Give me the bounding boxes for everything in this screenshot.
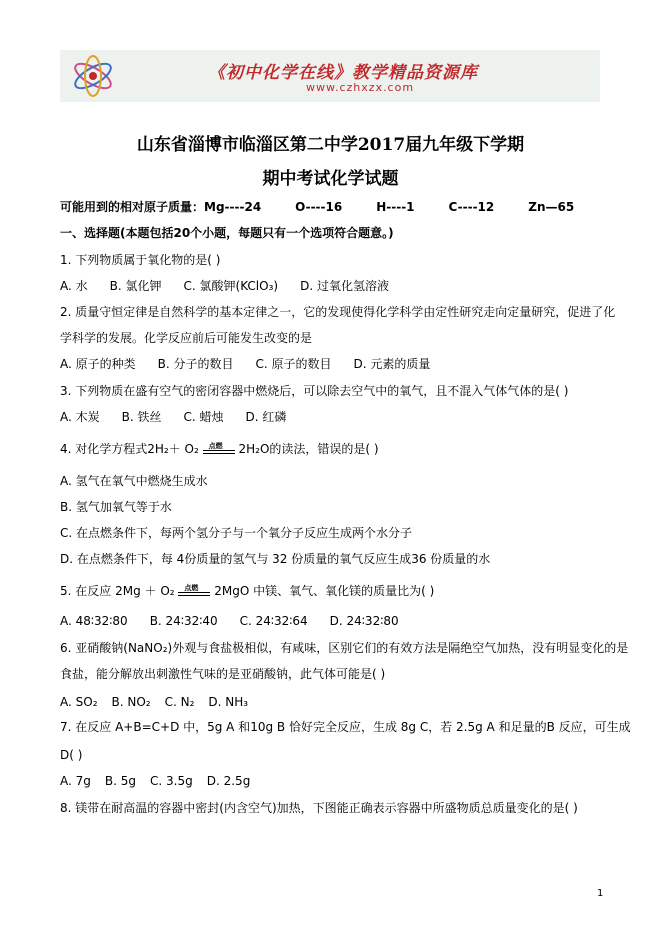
q4-condition: 点燃 (208, 441, 223, 450)
q5-options (60, 613, 421, 629)
q2-stem-line1: 2. 质量守恒定律是自然科学的基本定律之一，它的发现使得化学科学由定性研究走向定量研究，促进了化 (60, 305, 616, 319)
q8-stem: 8. 镁带在耐高温的容器中密封(内含空气)加热，下图能正确表示容器中所盛物质总质量变化的是( ) (60, 801, 578, 815)
q7-options (60, 773, 264, 789)
q6-stem-line1: 6. 亚硝酸钠(NaNO₂)外观与食盐极相似，有咸味，区别它们的有效方法是隔绝空气加热，没有明显变化的是 (60, 641, 629, 655)
q2-option-a: A. 原子的种类 (60, 357, 136, 371)
q7-stem-line2: D( ) (60, 748, 83, 762)
q6-option-b: B. NO₂ (111, 695, 151, 709)
q4-option-a: A. 氢气在氧气中燃烧生成水 (60, 474, 208, 488)
banner-title: 《初中化学在线》教学精品资源库 (208, 63, 478, 83)
q2-option-c: C. 原子的数目 (255, 357, 332, 371)
q6-stem-line2: 食盐，能分解放出刺激性气味的是亚硝酸钠，此气体可能是( ) (60, 667, 386, 681)
q3-option-b: B. 铁丝 (121, 410, 162, 424)
q5-stem (60, 583, 434, 599)
q3-option-c: C. 蜡烛 (183, 410, 224, 424)
banner-url[interactable]: www.czhxzx.com (306, 81, 415, 94)
q6-option-a: A. SO₂ (60, 695, 98, 709)
q6-option-c: C. N₂ (164, 695, 195, 709)
atomic-mass-label: 可能用到的相对原子质量： (60, 200, 205, 214)
q4-stem-pre: 4. 对化学方程式2H₂＋ O₂ (60, 442, 199, 456)
atomic-mass-c: C----12 (448, 200, 495, 214)
q6-option-d: D. NH₃ (208, 695, 249, 709)
doc-title-line1: 山东省淄博市临淄区第二中学2017届九年级下学期 (136, 135, 525, 155)
q4-option-c: C. 在点燃条件下，每两个氢分子与一个氧分子反应生成两个水分子 (60, 526, 413, 540)
q7-option-b: B. 5g (104, 774, 137, 788)
section-heading: 一、选择题(本题包括20个小题，每题只有一个选项符合题意。) (60, 226, 394, 240)
atomic-mass-h: H----1 (376, 200, 415, 214)
q5-stem-pre: 5. 在反应 2Mg ＋ O₂ (60, 584, 175, 598)
q4-option-d: D. 在点燃条件下，每 4份质量的氢气与 32 份质量的氧气反应生成36 份质量的水 (60, 552, 491, 566)
q1-option-b: B. 氯化钾 (109, 279, 162, 293)
q5-stem-post: 2MgO 中镁、氧气、氧化镁的质量比为( ) (214, 584, 435, 598)
q1-option-c: C. 氯酸钾(KClO₃) (183, 279, 279, 293)
q7-option-c: C. 3.5g (150, 774, 193, 788)
q3-option-a: A. 木炭 (60, 410, 100, 424)
q4-option-b: B. 氢气加氧气等于水 (60, 500, 172, 514)
atomic-mass-zn: Zn—65 (528, 200, 575, 214)
q3-stem: 3. 下列物质在盛有空气的密闭容器中燃烧后，可以除去空气中的氧气，且不混入气体气体的是( ) (60, 384, 569, 398)
q7-stem-line1: 7. 在反应 A+B=C+D 中，5g A 和10g B 恰好完全反应，生成 8g C，若 2.5g A 和足量的B 反应，可生成 (60, 720, 631, 734)
q4-stem-post: 2H₂O的读法，错误的是( ) (238, 442, 379, 456)
q4-stem (60, 441, 379, 457)
doc-title-line2: 期中考试化学试题 (262, 169, 399, 189)
q2-stem-line2: 学科学的发展。化学反应前后可能发生改变的是 (60, 331, 313, 345)
q1-option-d: D. 过氧化氢溶液 (300, 279, 389, 293)
q5-option-d: D. 24∶32∶80 (329, 614, 399, 628)
q1-option-a: A. 水 (60, 279, 88, 293)
q2-option-d: D. 元素的质量 (353, 357, 431, 371)
q1-options (60, 278, 411, 294)
q1-stem: 1. 下列物质属于氧化物的是( ) (60, 253, 221, 267)
atomic-mass-mg: Mg----24 (204, 200, 262, 214)
q6-options (60, 694, 262, 710)
reaction-arrow-icon (203, 443, 235, 457)
atomic-mass-o: O----16 (295, 200, 343, 214)
q5-option-a: A. 48∶32∶80 (60, 614, 128, 628)
q2-option-b: B. 分子的数目 (157, 357, 234, 371)
q5-option-b: B. 24∶32∶40 (149, 614, 218, 628)
q5-condition: 点燃 (184, 583, 199, 592)
reaction-arrow-icon (178, 585, 210, 599)
q7-option-a: A. 7g (60, 774, 91, 788)
atom-logo-icon (68, 52, 118, 100)
header-banner (60, 50, 600, 102)
q5-option-c: C. 24∶32∶64 (239, 614, 308, 628)
q3-option-d: D. 红磷 (245, 410, 287, 424)
atomic-mass-line (60, 199, 574, 215)
page-number: 1 (597, 888, 604, 899)
q3-options (60, 409, 308, 425)
q7-option-d: D. 2.5g (206, 774, 251, 788)
q2-options (60, 356, 452, 372)
